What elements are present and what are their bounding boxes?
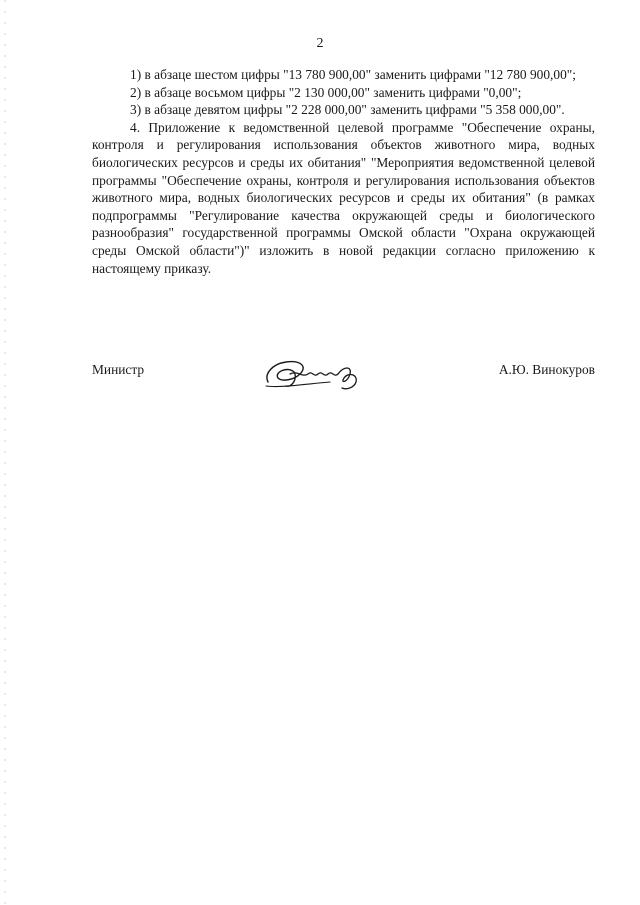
signer-position: Министр (92, 362, 145, 377)
scan-edge-marks (4, 0, 6, 905)
page-number: 2 (316, 36, 324, 51)
paragraph-3: 3) в абзаце девятом цифры "2 228 000,00" заменить цифрами "5 358 000,00". (130, 102, 565, 118)
paragraph-2: 2) в абзаце восьмом цифры "2 130 000,00" заменить цифрами "0,00"; (130, 84, 522, 100)
paragraph-4: 4. Приложение к ведомственной целевой программе "Обеспечение охраны, контроля и регулирования использования объектов животного мира, водных биологических ресурсов и среды их обитания" "Мероприятия ведомственной целевой программы "Обеспечение охраны, контроля и регулирования использования объектов животного мира, водных биологических ресурсов и среды их обитания" (в рамках подпрограммы "Регулирование качества окружающей среды и биологического разнообразия" государственной программы Омской области "Охрана окружающей среды Омской области")" изложить в новой редакции согласно приложению к настоящему приказу. (92, 119, 595, 276)
signature-block (92, 352, 595, 402)
signer-name: А.Ю. Винокуров (498, 362, 595, 377)
document-body (92, 66, 595, 277)
handwritten-signature (260, 352, 370, 396)
paragraph-1: 1) в абзаце шестом цифры "13 780 900,00" заменить цифрами "12 780 900,00"; (130, 67, 576, 82)
